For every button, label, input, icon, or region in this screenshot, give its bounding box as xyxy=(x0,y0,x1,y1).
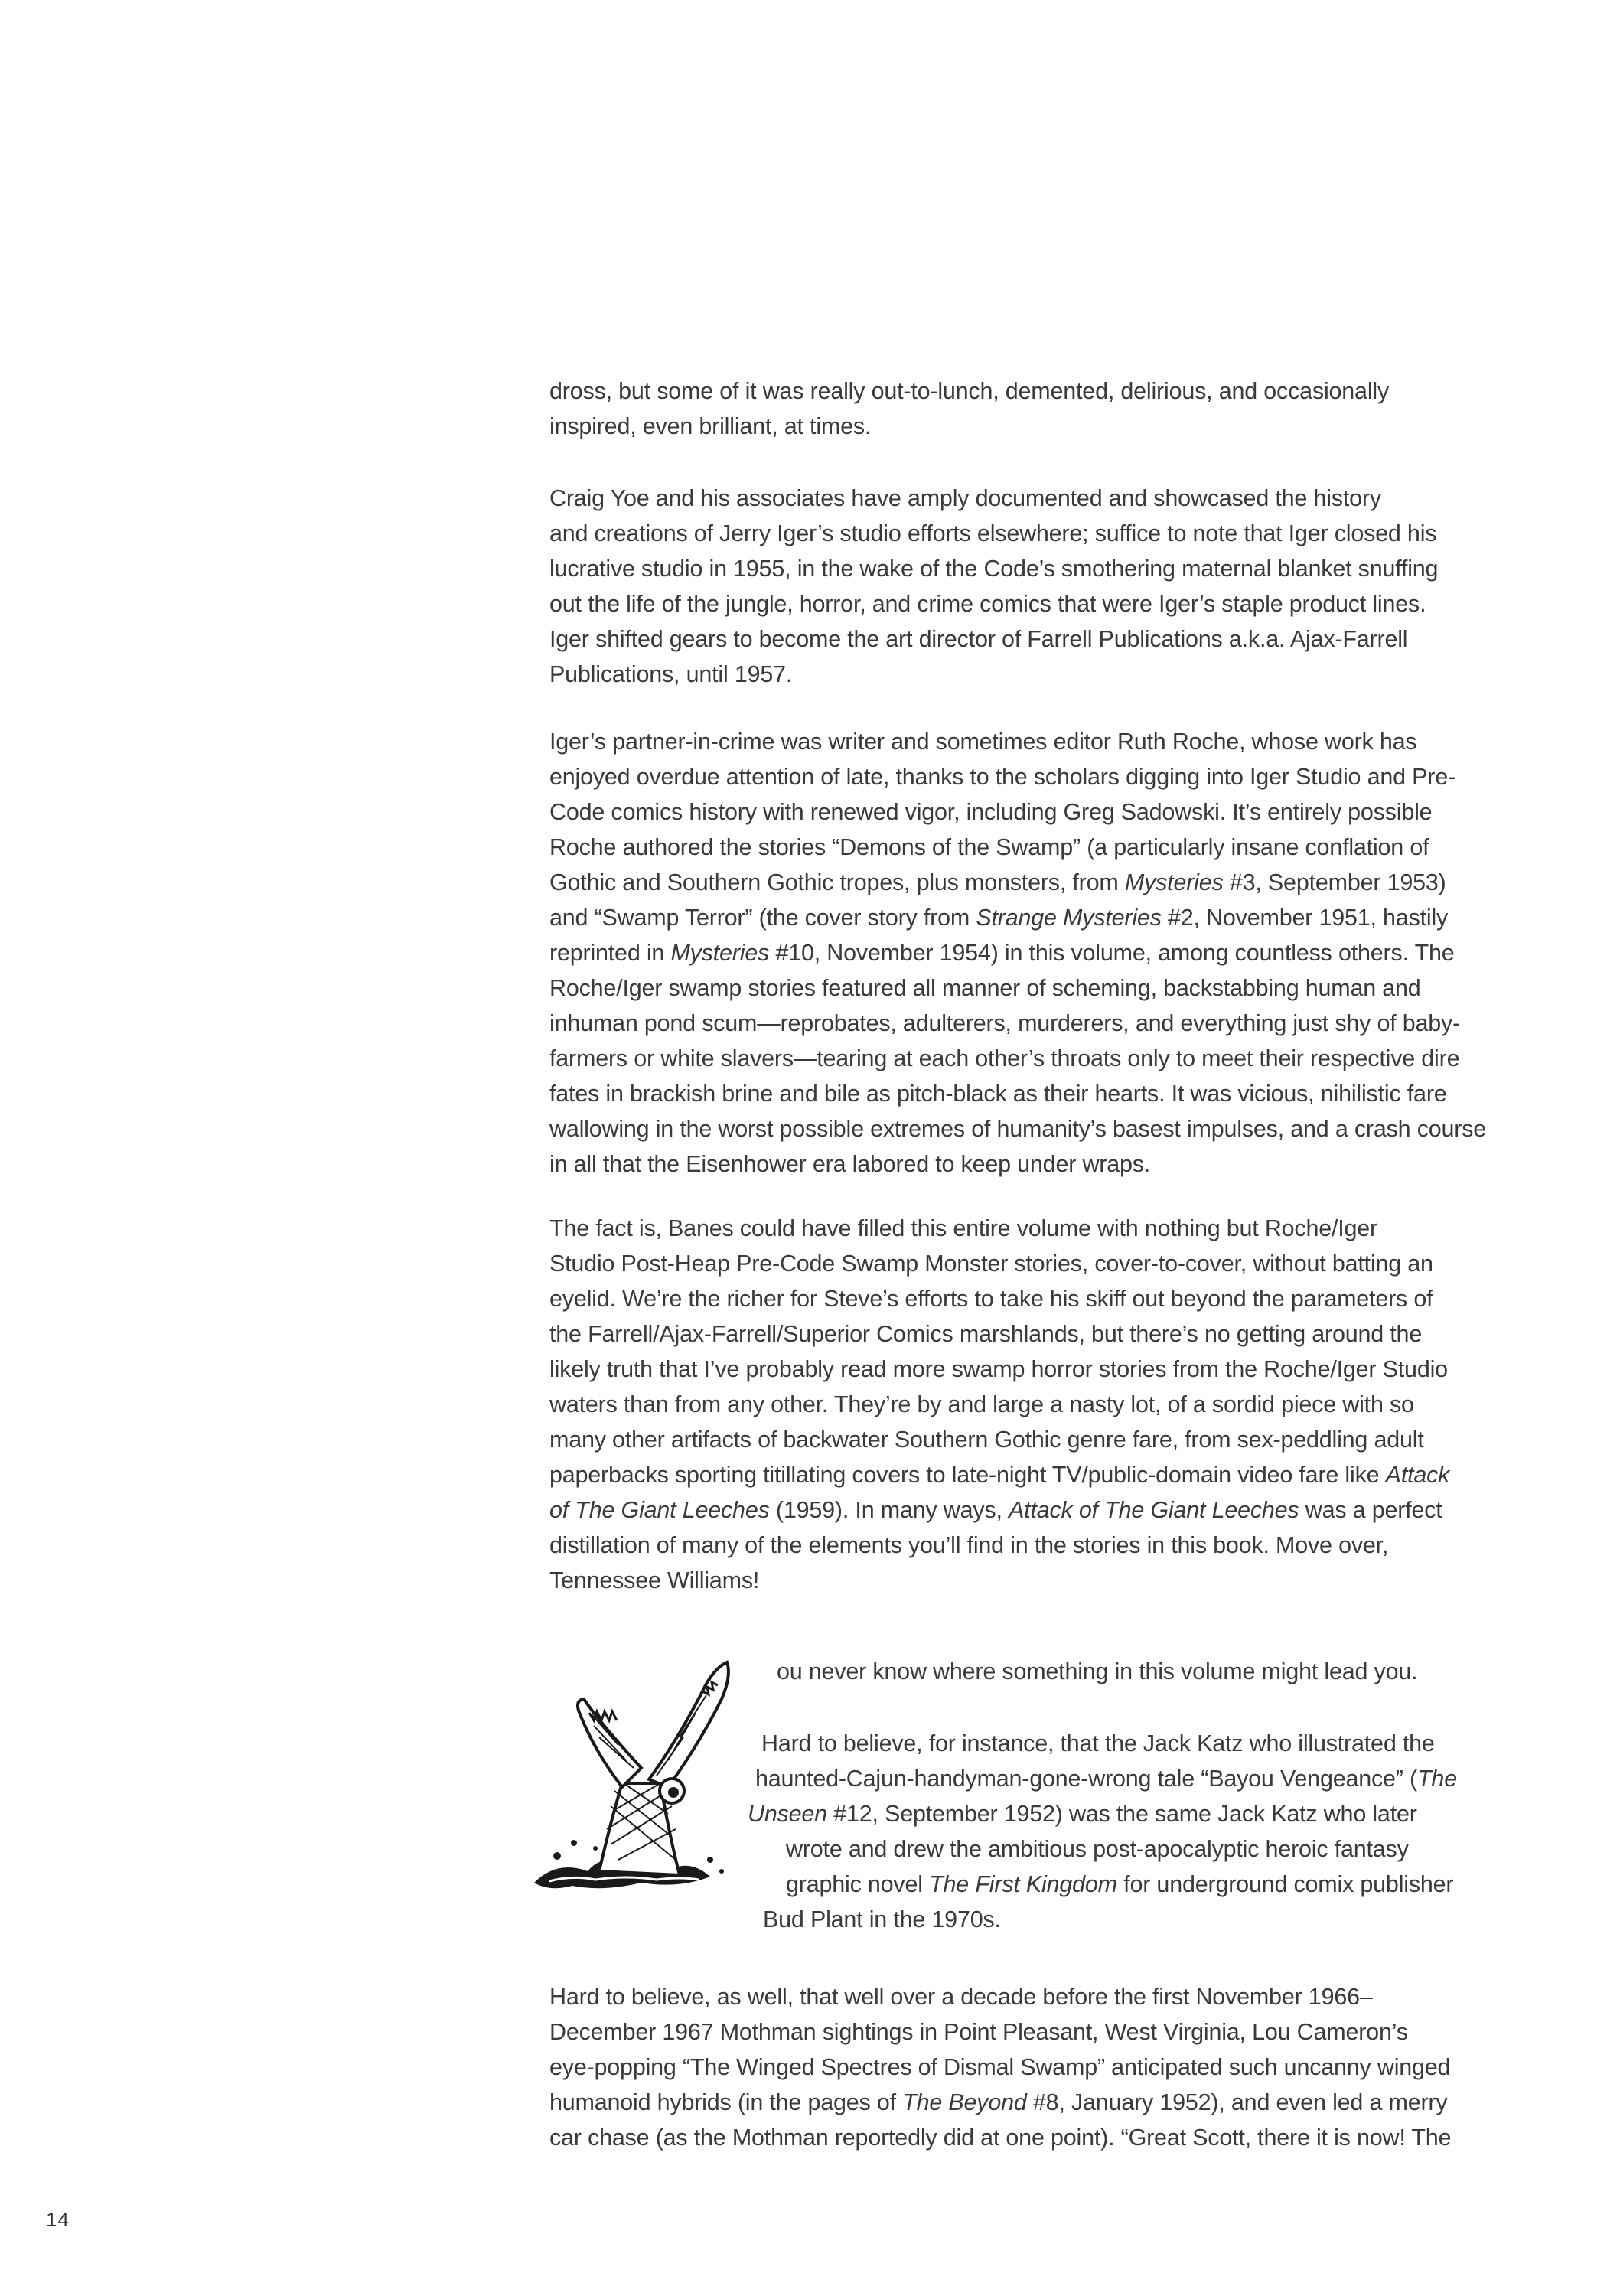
paragraph-intro xyxy=(549,373,1506,444)
text-line: The fact is, Banes could have filled this entire volume with nothing but Roche/Iger xyxy=(549,1215,1378,1241)
text-line: paperbacks sporting titillating covers to late-night TV/public-domain video fare like Attack xyxy=(549,1462,1450,1488)
text-line: Bud Plant in the 1970s. xyxy=(763,1906,1001,1932)
text-line: Tennessee Williams! xyxy=(549,1567,760,1593)
text-line: eye-popping “The Winged Spectres of Dismal Swamp” anticipated such uncanny winged xyxy=(549,2054,1451,2080)
text-line: waters than from any other. They’re by and large a nasty lot, of a sordid piece with so xyxy=(549,1391,1414,1417)
text-line: Iger shifted gears to become the art director of Farrell Publications a.k.a. Ajax-Farrell xyxy=(549,626,1408,652)
text-line: December 1967 Mothman sightings in Point Pleasant, West Virginia, Lou Cameron’s xyxy=(549,2019,1408,2045)
text-line: lucrative studio in 1955, in the wake of the Code’s smothering maternal blanket snuffing xyxy=(549,556,1439,582)
text-line: reprinted in Mysteries #10, November 1954) in this volume, among countless others. The xyxy=(549,940,1455,966)
text-line: Unseen #12, September 1952) was the same Jack Katz who later xyxy=(748,1801,1417,1827)
paragraph-yoe xyxy=(549,481,1506,692)
text-line: Studio Post-Heap Pre-Code Swamp Monster stories, cover-to-cover, without batting an xyxy=(549,1251,1433,1277)
alligator-drop-cap-icon xyxy=(526,1653,756,1898)
text-line: graphic novel The First Kingdom for underground comix publisher xyxy=(786,1871,1454,1897)
text-line: Hard to believe, as well, that well over a decade before the first November 1966– xyxy=(549,1984,1373,2010)
text-line: wrote and drew the ambitious post-apocalyptic heroic fantasy xyxy=(786,1836,1409,1862)
text-line: Roche/Iger swamp stories featured all manner of scheming, backstabbing human and xyxy=(549,975,1421,1001)
text-line: and “Swamp Terror” (the cover story from Strange Mysteries #2, November 1951, hastily xyxy=(549,905,1449,931)
text-line: fates in brackish brine and bile as pitch-black as their hearts. It was vicious, nihilistic fare xyxy=(549,1081,1447,1107)
text-line: and creations of Jerry Iger’s studio efforts elsewhere; suffice to note that Iger closed his xyxy=(549,520,1437,546)
text-line: Gothic and Southern Gothic tropes, plus monsters, from Mysteries #3, September 1953) xyxy=(549,869,1446,895)
text-line: ou never know where something in this volume might lead you. xyxy=(777,1658,1418,1684)
text-line: enjoyed overdue attention of late, thanks to the scholars digging into Iger Studio and Pre- xyxy=(549,764,1455,790)
text-line: inspired, even brilliant, at times. xyxy=(549,413,872,439)
text-line: out the life of the jungle, horror, and crime comics that were Iger’s staple product lines. xyxy=(549,591,1426,617)
text-line: humanoid hybrids (in the pages of The Beyond #8, January 1952), and even led a merry xyxy=(549,2089,1448,2115)
text-line: car chase (as the Mothman reportedly did at one point). “Great Scott, there it is now! The xyxy=(549,2125,1452,2151)
text-line: eyelid. We’re the richer for Steve’s efforts to take his skiff out beyond the parameters of xyxy=(549,1286,1433,1312)
text-line: likely truth that I’ve probably read more swamp horror stories from the Roche/Iger Studio xyxy=(549,1356,1448,1382)
text-line: Iger’s partner-in-crime was writer and sometimes editor Ruth Roche, whose work has xyxy=(549,729,1417,755)
text-line: the Farrell/Ajax-Farrell/Superior Comics marshlands, but there’s no getting around the xyxy=(549,1321,1423,1347)
text-line: distillation of many of the elements you’ll find in the stories in this book. Move over, xyxy=(549,1532,1389,1558)
paragraph-mothman xyxy=(549,1979,1506,2155)
text-line: farmers or white slavers—tearing at each other’s throats only to meet their respective dire xyxy=(549,1045,1460,1071)
text-line: of The Giant Leeches (1959). In many ways, Attack of The Giant Leeches was a perfect xyxy=(549,1497,1442,1523)
text-line: Code comics history with renewed vigor, including Greg Sadowski. It’s entirely possible xyxy=(549,799,1433,825)
paragraph-roche xyxy=(549,724,1506,1182)
text-line: many other artifacts of backwater Southern Gothic genre fare, from sex-peddling adult xyxy=(549,1427,1424,1453)
text-line: wallowing in the worst possible extremes of humanity’s basest impulses, and a crash course xyxy=(549,1116,1487,1142)
paragraph-banes xyxy=(549,1211,1506,1598)
text-line: Hard to believe, for instance, that the Jack Katz who illustrated the xyxy=(761,1730,1435,1756)
text-line: haunted-Cajun-handyman-gone-wrong tale “Bayou Vengeance” (The xyxy=(755,1766,1457,1792)
page-number: 14 xyxy=(46,2208,70,2231)
text-line: dross, but some of it was really out-to-lunch, demented, delirious, and occasionally xyxy=(549,378,1390,404)
text-line: Roche authored the stories “Demons of the Swamp” (a particularly insane conflation of xyxy=(549,834,1429,860)
text-line: inhuman pond scum—reprobates, adulterers, murderers, and everything just shy of baby- xyxy=(549,1010,1461,1036)
text-line: in all that the Eisenhower era labored to keep under wraps. xyxy=(549,1151,1151,1177)
text-line: Craig Yoe and his associates have amply documented and showcased the history xyxy=(549,485,1381,511)
text-line: Publications, until 1957. xyxy=(549,661,793,687)
